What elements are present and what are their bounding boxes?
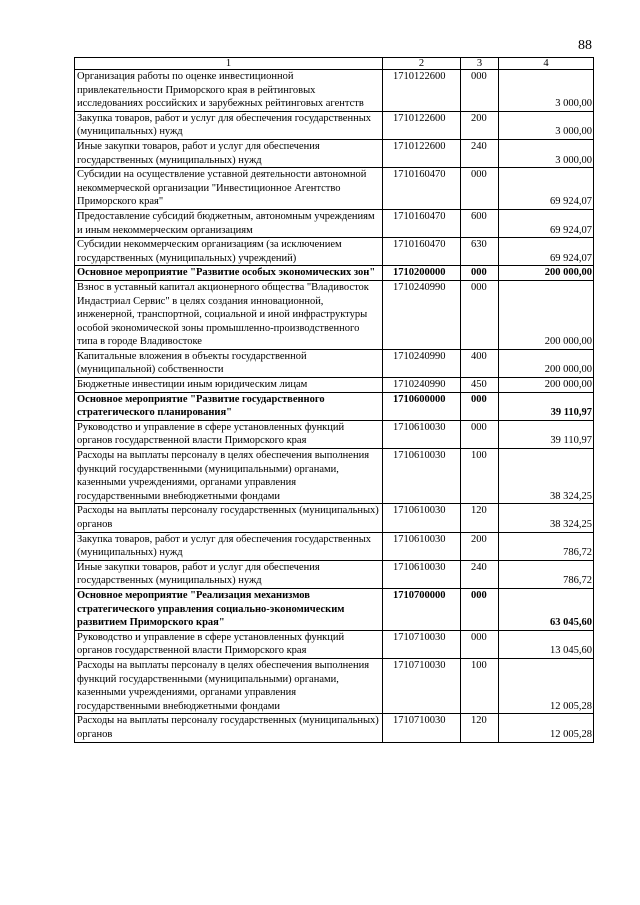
row-name-cell: Предоставление субсидий бюджетным, автономным учреждениям и иным некоммерческим организациям: [75, 209, 383, 237]
table-row: [75, 630, 594, 658]
row-sum-cell: 200 000,00: [499, 349, 594, 377]
row-expense-type-cell: 000: [461, 392, 499, 420]
row-code-cell: 1710122600: [383, 111, 461, 139]
row-code-cell: 1710160470: [383, 209, 461, 237]
row-name-cell: Основное мероприятие "Развитие особых экономических зон": [75, 266, 383, 281]
row-code-cell: 1710600000: [383, 392, 461, 420]
row-expense-type-cell: 000: [461, 266, 499, 281]
row-name-cell: Субсидии некоммерческим организациям (за исключением государственных (муниципальных) учреждений): [75, 238, 383, 266]
row-code-cell: 1710710030: [383, 658, 461, 713]
row-expense-type-cell: 240: [461, 139, 499, 167]
row-expense-type-cell: 000: [461, 588, 499, 630]
row-code-cell: 1710160470: [383, 168, 461, 210]
row-expense-type-cell: 200: [461, 111, 499, 139]
row-sum-cell: 63 045,60: [499, 588, 594, 630]
row-code-cell: 1710710030: [383, 630, 461, 658]
row-code-cell: 1710240990: [383, 349, 461, 377]
table-row: [75, 449, 594, 504]
row-code-cell: 1710122600: [383, 139, 461, 167]
row-expense-type-cell: 450: [461, 378, 499, 393]
row-sum-cell: 39 110,97: [499, 392, 594, 420]
table-row: [75, 532, 594, 560]
row-sum-cell: 69 924,07: [499, 209, 594, 237]
row-sum-cell: 12 005,28: [499, 658, 594, 713]
row-name-cell: Закупка товаров, работ и услуг для обеспечения государственных (муниципальных) нужд: [75, 111, 383, 139]
table-row: [75, 139, 594, 167]
row-expense-type-cell: 100: [461, 449, 499, 504]
row-name-cell: Взнос в уставный капитал акционерного общества "Владивосток Индастриал Сервис" в целях создания инновационной, инженерной, транспортной, социальной и иной инфраструктуры особой экономической зоны промышленно-производственного типа в городе Владивостоке: [75, 280, 383, 349]
row-expense-type-cell: 240: [461, 560, 499, 588]
row-expense-type-cell: 000: [461, 70, 499, 112]
table-row: [75, 420, 594, 448]
row-name-cell: Организация работы по оценке инвестиционной привлекательности Приморского края в рейтинговых исследованиях российских и зарубежных рейтинговых агентств: [75, 70, 383, 112]
row-name-cell: Расходы на выплаты персоналу в целях обеспечения выполнения функций государственными (муниципальными) органами, казенными учреждениями, органами управления государственными внебюджетными фондами: [75, 658, 383, 713]
row-sum-cell: 3 000,00: [499, 70, 594, 112]
row-sum-cell: 3 000,00: [499, 111, 594, 139]
row-name-cell: Расходы на выплаты персоналу государственных (муниципальных) органов: [75, 504, 383, 532]
row-name-cell: Основное мероприятие "Развитие государственного стратегического планирования": [75, 392, 383, 420]
row-sum-cell: 69 924,07: [499, 238, 594, 266]
row-code-cell: 1710122600: [383, 70, 461, 112]
table-row: [75, 111, 594, 139]
column-header-code: 2: [383, 58, 461, 70]
row-name-cell: Бюджетные инвестиции иным юридическим лицам: [75, 378, 383, 393]
row-sum-cell: 3 000,00: [499, 139, 594, 167]
row-sum-cell: 200 000,00: [499, 378, 594, 393]
budget-table: [74, 57, 594, 743]
row-sum-cell: 200 000,00: [499, 280, 594, 349]
row-expense-type-cell: 630: [461, 238, 499, 266]
row-code-cell: 1710610030: [383, 504, 461, 532]
column-header-name: 1: [75, 58, 383, 70]
table-row: [75, 392, 594, 420]
table-row: [75, 560, 594, 588]
column-header-sum: 4: [499, 58, 594, 70]
table-row: [75, 238, 594, 266]
table-row: [75, 378, 594, 393]
table-row: [75, 349, 594, 377]
table-row: [75, 588, 594, 630]
row-sum-cell: 200 000,00: [499, 266, 594, 281]
row-sum-cell: 786,72: [499, 532, 594, 560]
table-row: [75, 280, 594, 349]
row-expense-type-cell: 120: [461, 504, 499, 532]
table-header-row: [75, 58, 594, 70]
row-name-cell: Капитальные вложения в объекты государственной (муниципальной) собственности: [75, 349, 383, 377]
table-row: [75, 168, 594, 210]
row-expense-type-cell: 400: [461, 349, 499, 377]
row-expense-type-cell: 000: [461, 630, 499, 658]
row-code-cell: 1710200000: [383, 266, 461, 281]
row-name-cell: Расходы на выплаты персоналу государственных (муниципальных) органов: [75, 714, 383, 742]
row-expense-type-cell: 120: [461, 714, 499, 742]
table-row: [75, 70, 594, 112]
row-sum-cell: 69 924,07: [499, 168, 594, 210]
row-sum-cell: 12 005,28: [499, 714, 594, 742]
table-row: [75, 658, 594, 713]
table-row: [75, 714, 594, 742]
row-name-cell: Иные закупки товаров, работ и услуг для обеспечения государственных (муниципальных) нужд: [75, 139, 383, 167]
row-name-cell: Руководство и управление в сфере установленных функций органов государственной власти Приморского края: [75, 630, 383, 658]
row-sum-cell: 39 110,97: [499, 420, 594, 448]
row-code-cell: 1710240990: [383, 378, 461, 393]
row-code-cell: 1710160470: [383, 238, 461, 266]
row-sum-cell: 38 324,25: [499, 449, 594, 504]
page-number: 88: [578, 38, 592, 53]
row-name-cell: Закупка товаров, работ и услуг для обеспечения государственных (муниципальных) нужд: [75, 532, 383, 560]
row-code-cell: 1710610030: [383, 449, 461, 504]
row-name-cell: Расходы на выплаты персоналу в целях обеспечения выполнения функций государственными (муниципальными) органами, казенными учреждениями, органами управления государственными внебюджетными фондами: [75, 449, 383, 504]
row-expense-type-cell: 100: [461, 658, 499, 713]
row-code-cell: 1710700000: [383, 588, 461, 630]
row-code-cell: 1710710030: [383, 714, 461, 742]
row-name-cell: Иные закупки товаров, работ и услуг для обеспечения государственных (муниципальных) нужд: [75, 560, 383, 588]
row-expense-type-cell: 200: [461, 532, 499, 560]
row-code-cell: 1710610030: [383, 560, 461, 588]
row-expense-type-cell: 000: [461, 280, 499, 349]
row-sum-cell: 786,72: [499, 560, 594, 588]
row-code-cell: 1710610030: [383, 532, 461, 560]
row-name-cell: Основное мероприятие "Реализация механизмов стратегического управления социально-экономическим развитием Приморского края": [75, 588, 383, 630]
row-code-cell: 1710240990: [383, 280, 461, 349]
row-sum-cell: 13 045,60: [499, 630, 594, 658]
table-row: [75, 209, 594, 237]
row-expense-type-cell: 600: [461, 209, 499, 237]
row-expense-type-cell: 000: [461, 168, 499, 210]
row-name-cell: Субсидии на осуществление уставной деятельности автономной некоммерческой организации "Инвестиционное Агентство Приморского края": [75, 168, 383, 210]
column-header-expense-type: 3: [461, 58, 499, 70]
table-row: [75, 504, 594, 532]
row-expense-type-cell: 000: [461, 420, 499, 448]
row-name-cell: Руководство и управление в сфере установленных функций органов государственной власти Приморского края: [75, 420, 383, 448]
table-row: [75, 266, 594, 281]
row-sum-cell: 38 324,25: [499, 504, 594, 532]
row-code-cell: 1710610030: [383, 420, 461, 448]
